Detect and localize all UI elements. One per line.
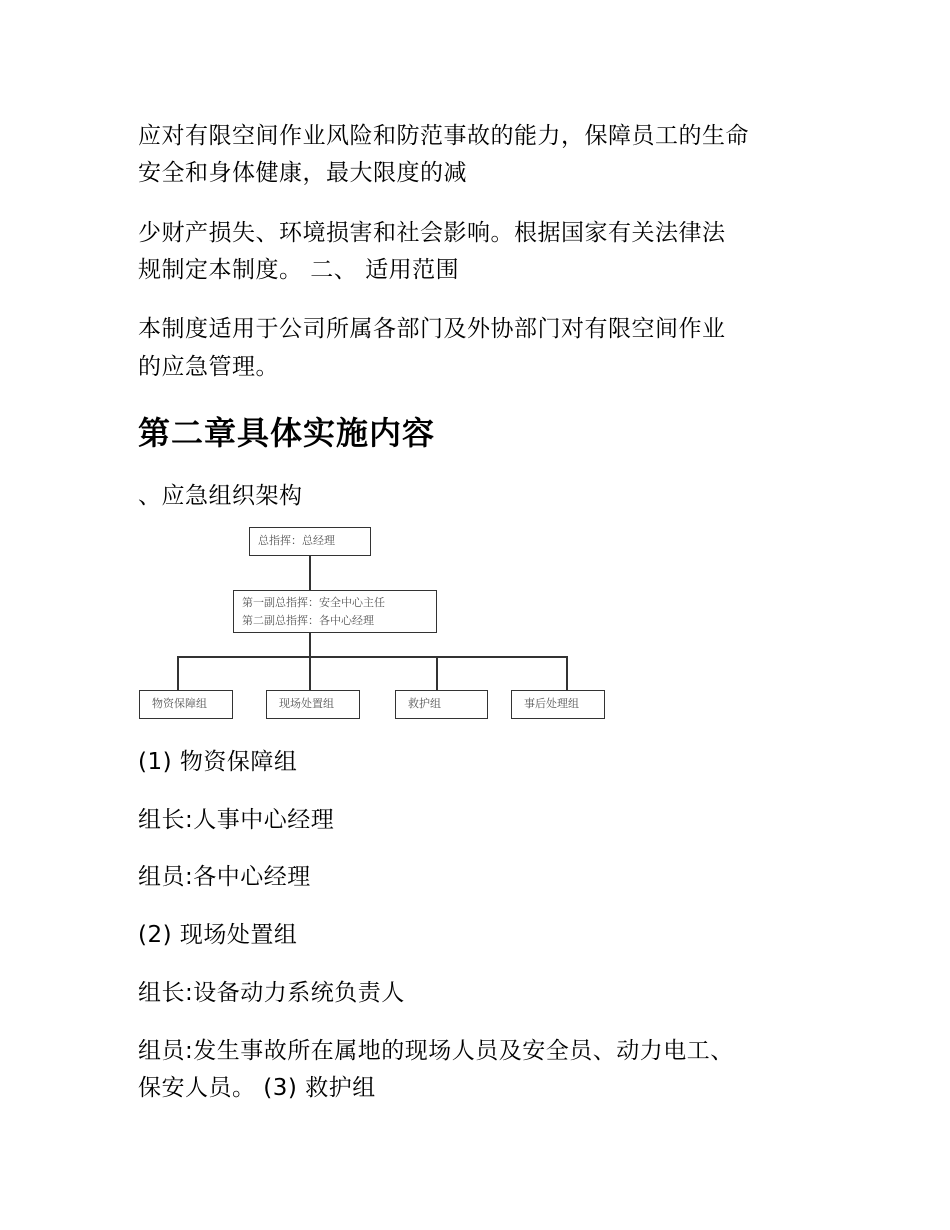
section-title: 、应急组织架构 bbox=[138, 483, 303, 509]
group-1-title: (1) 物资保障组 bbox=[138, 749, 298, 775]
group-2-members-line-1: 组员:发生事故所在属地的现场人员及安全员、动力电工、 bbox=[138, 1038, 734, 1064]
paragraph-3-line-2: 的应急管理。 bbox=[138, 354, 279, 380]
paragraph-1-line-2: 安全和身体健康，最大限度的减 bbox=[138, 160, 467, 186]
chapter-title: 第二章具体实施内容 bbox=[138, 414, 436, 452]
paragraph-2-line-1: 少财产损失、环境损害和社会影响。根据国家有关法律法 bbox=[138, 220, 726, 246]
org-box-deputies bbox=[233, 590, 437, 633]
org-box-rescue-group: 救护组 bbox=[395, 690, 488, 719]
connector-line bbox=[177, 656, 179, 690]
org-box-commander: 总指挥：总经理 bbox=[249, 527, 371, 556]
connector-line bbox=[309, 556, 311, 590]
paragraph-2-line-2: 规制定本制度。 二、 适用范围 bbox=[138, 257, 460, 283]
connector-line bbox=[566, 656, 568, 690]
group-1-members: 组员:各中心经理 bbox=[138, 864, 311, 890]
org-box-onsite-group: 现场处置组 bbox=[266, 690, 360, 719]
connector-line bbox=[436, 656, 438, 690]
group-2-leader: 组长:设备动力系统负责人 bbox=[138, 980, 405, 1006]
group-2-title: (2) 现场处置组 bbox=[138, 922, 298, 948]
group-2-members-line-2: 保安人员。 (3) 救护组 bbox=[138, 1075, 376, 1101]
org-box-aftermath-group: 事后处理组 bbox=[511, 690, 605, 719]
deputy-2-label: 第二副总指挥：各中心经理 bbox=[242, 614, 374, 627]
group-1-leader: 组长:人事中心经理 bbox=[138, 807, 335, 833]
connector-line bbox=[309, 633, 311, 690]
connector-line bbox=[177, 656, 567, 658]
paragraph-3-line-1: 本制度适用于公司所属各部门及外协部门对有限空间作业 bbox=[138, 316, 726, 342]
deputy-1-label: 第一副总指挥：安全中心主任 bbox=[242, 596, 385, 609]
org-box-supply-group: 物资保障组 bbox=[139, 690, 233, 719]
paragraph-1-line-1: 应对有限空间作业风险和防范事故的能力，保障员工的生命 bbox=[138, 123, 749, 149]
